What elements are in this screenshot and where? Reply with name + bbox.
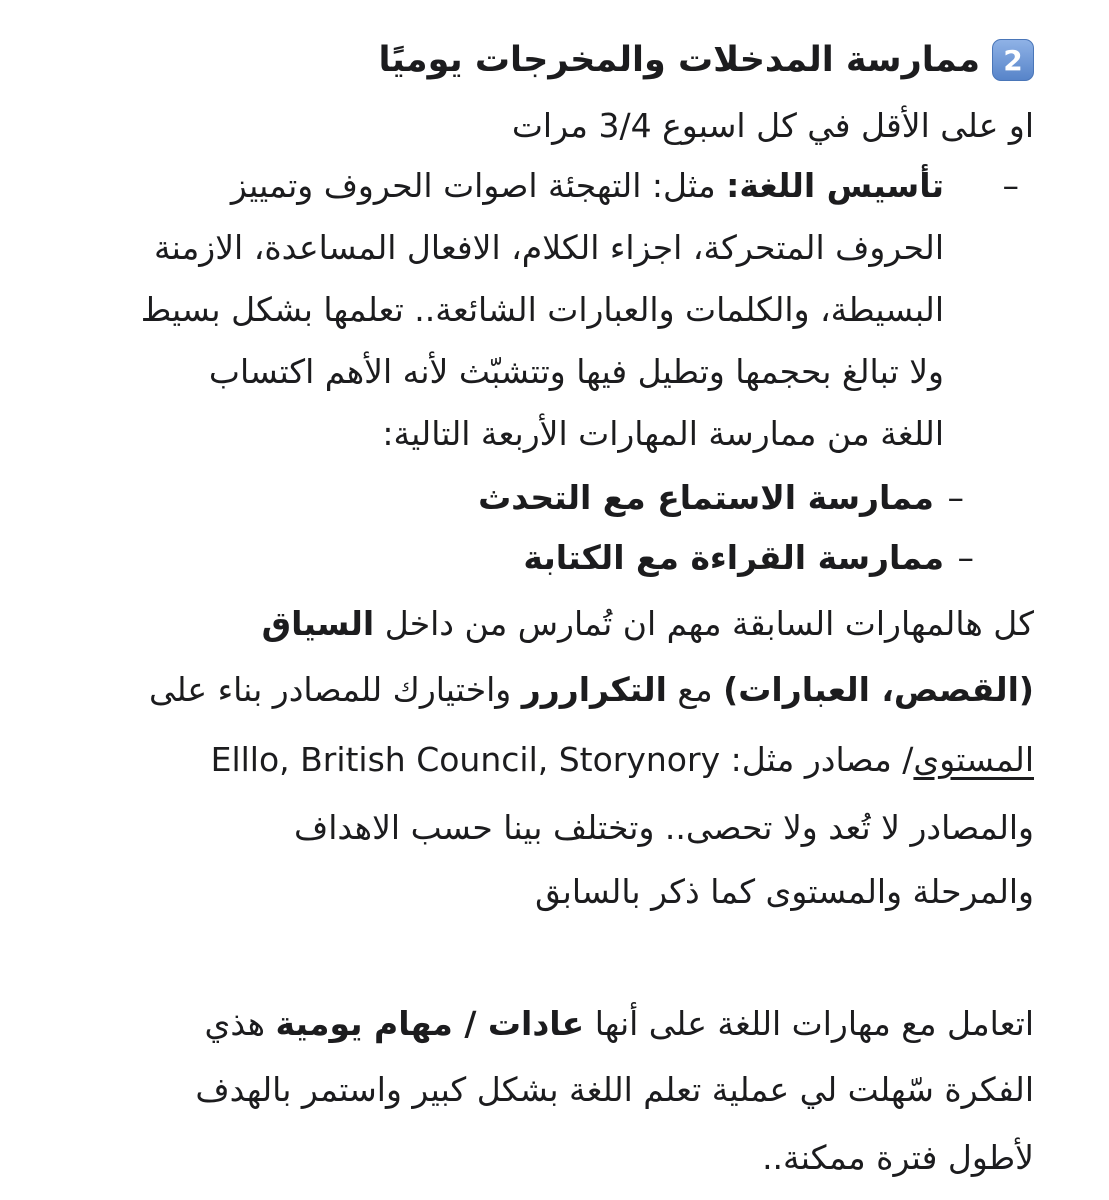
context-line-3: [211, 738, 1034, 782]
sources-intro: / مصادر مثل:: [720, 740, 914, 779]
keycap-number-icon: [992, 39, 1034, 81]
habits-line-1: [205, 1002, 1035, 1046]
habits-text-1: اتعامل مع مهارات اللغة على أنها: [584, 1004, 1034, 1043]
context-text-2: مع: [666, 670, 724, 709]
habits-keyword: عادات / مهام يومية: [275, 1004, 585, 1043]
skill-bullet-dash-2: –: [957, 538, 974, 577]
foundation-line-4: ولا تبالغ بحجمها وتطيل فيها وتتشبّث لأنه الأهم اكتساب: [208, 352, 944, 391]
habits-line-2: الفكرة سّهلت لي عملية تعلم اللغة بشكل كبير واستمر بالهدف: [195, 1070, 1034, 1109]
context-examples: (القصص، العبارات): [723, 670, 1034, 709]
foundation-bullet-dash: –: [1002, 166, 1019, 205]
skill-bullet-dash-1: –: [947, 478, 964, 517]
context-text-3: واختيارك للمصادر بناء على: [148, 670, 522, 709]
repetition-keyword: التكراررر: [521, 670, 667, 709]
habits-text-2: هذي: [204, 1004, 276, 1043]
foundation-line-3: البسيطة، والكلمات والعبارات الشائعة.. تعلمها بشكل بسيط: [140, 290, 944, 329]
section-heading: [379, 38, 1035, 82]
foundation-line-5: اللغة من ممارسة المهارات الأربعة التالية:: [382, 414, 944, 453]
skill-item-reading-writing: ممارسة القراءة مع الكتابة: [523, 538, 944, 577]
frequency-line: او على الأقل في كل اسبوع 3/4 مرات: [511, 106, 1034, 145]
foundation-line-1: [231, 164, 944, 208]
habits-line-3: لأطول فترة ممكنة..: [762, 1138, 1034, 1177]
context-keyword: السياق: [261, 604, 375, 643]
foundation-text-1: مثل: التهجئة اصوات الحروف وتمييز: [230, 166, 716, 205]
context-line-1: [262, 602, 1034, 646]
section-title: ممارسة المدخلات والمخرجات يوميًا: [378, 40, 980, 80]
level-underlined: المستوى: [913, 740, 1034, 779]
context-line-4: والمصادر لا تُعد ولا تحصى.. وتختلف بينا حسب الاهداف: [293, 808, 1034, 847]
context-text-1: كل هالمهارات السابقة مهم ان تُمارس من داخل: [374, 604, 1034, 643]
foundation-line-2: الحروف المتحركة، اجزاء الكلام، الافعال المساعدة، الازمنة: [153, 228, 944, 267]
context-line-5: والمرحلة والمستوى كما ذكر بالسابق: [535, 872, 1034, 911]
context-line-2: [149, 668, 1034, 712]
sources-list: Elllo, British Council, Storynory: [210, 740, 721, 779]
keycap-number: 2: [1003, 43, 1023, 77]
skill-item-listening-speaking: ممارسة الاستماع مع التحدث: [478, 478, 934, 517]
foundation-label: تأسيس اللغة:: [726, 166, 944, 205]
